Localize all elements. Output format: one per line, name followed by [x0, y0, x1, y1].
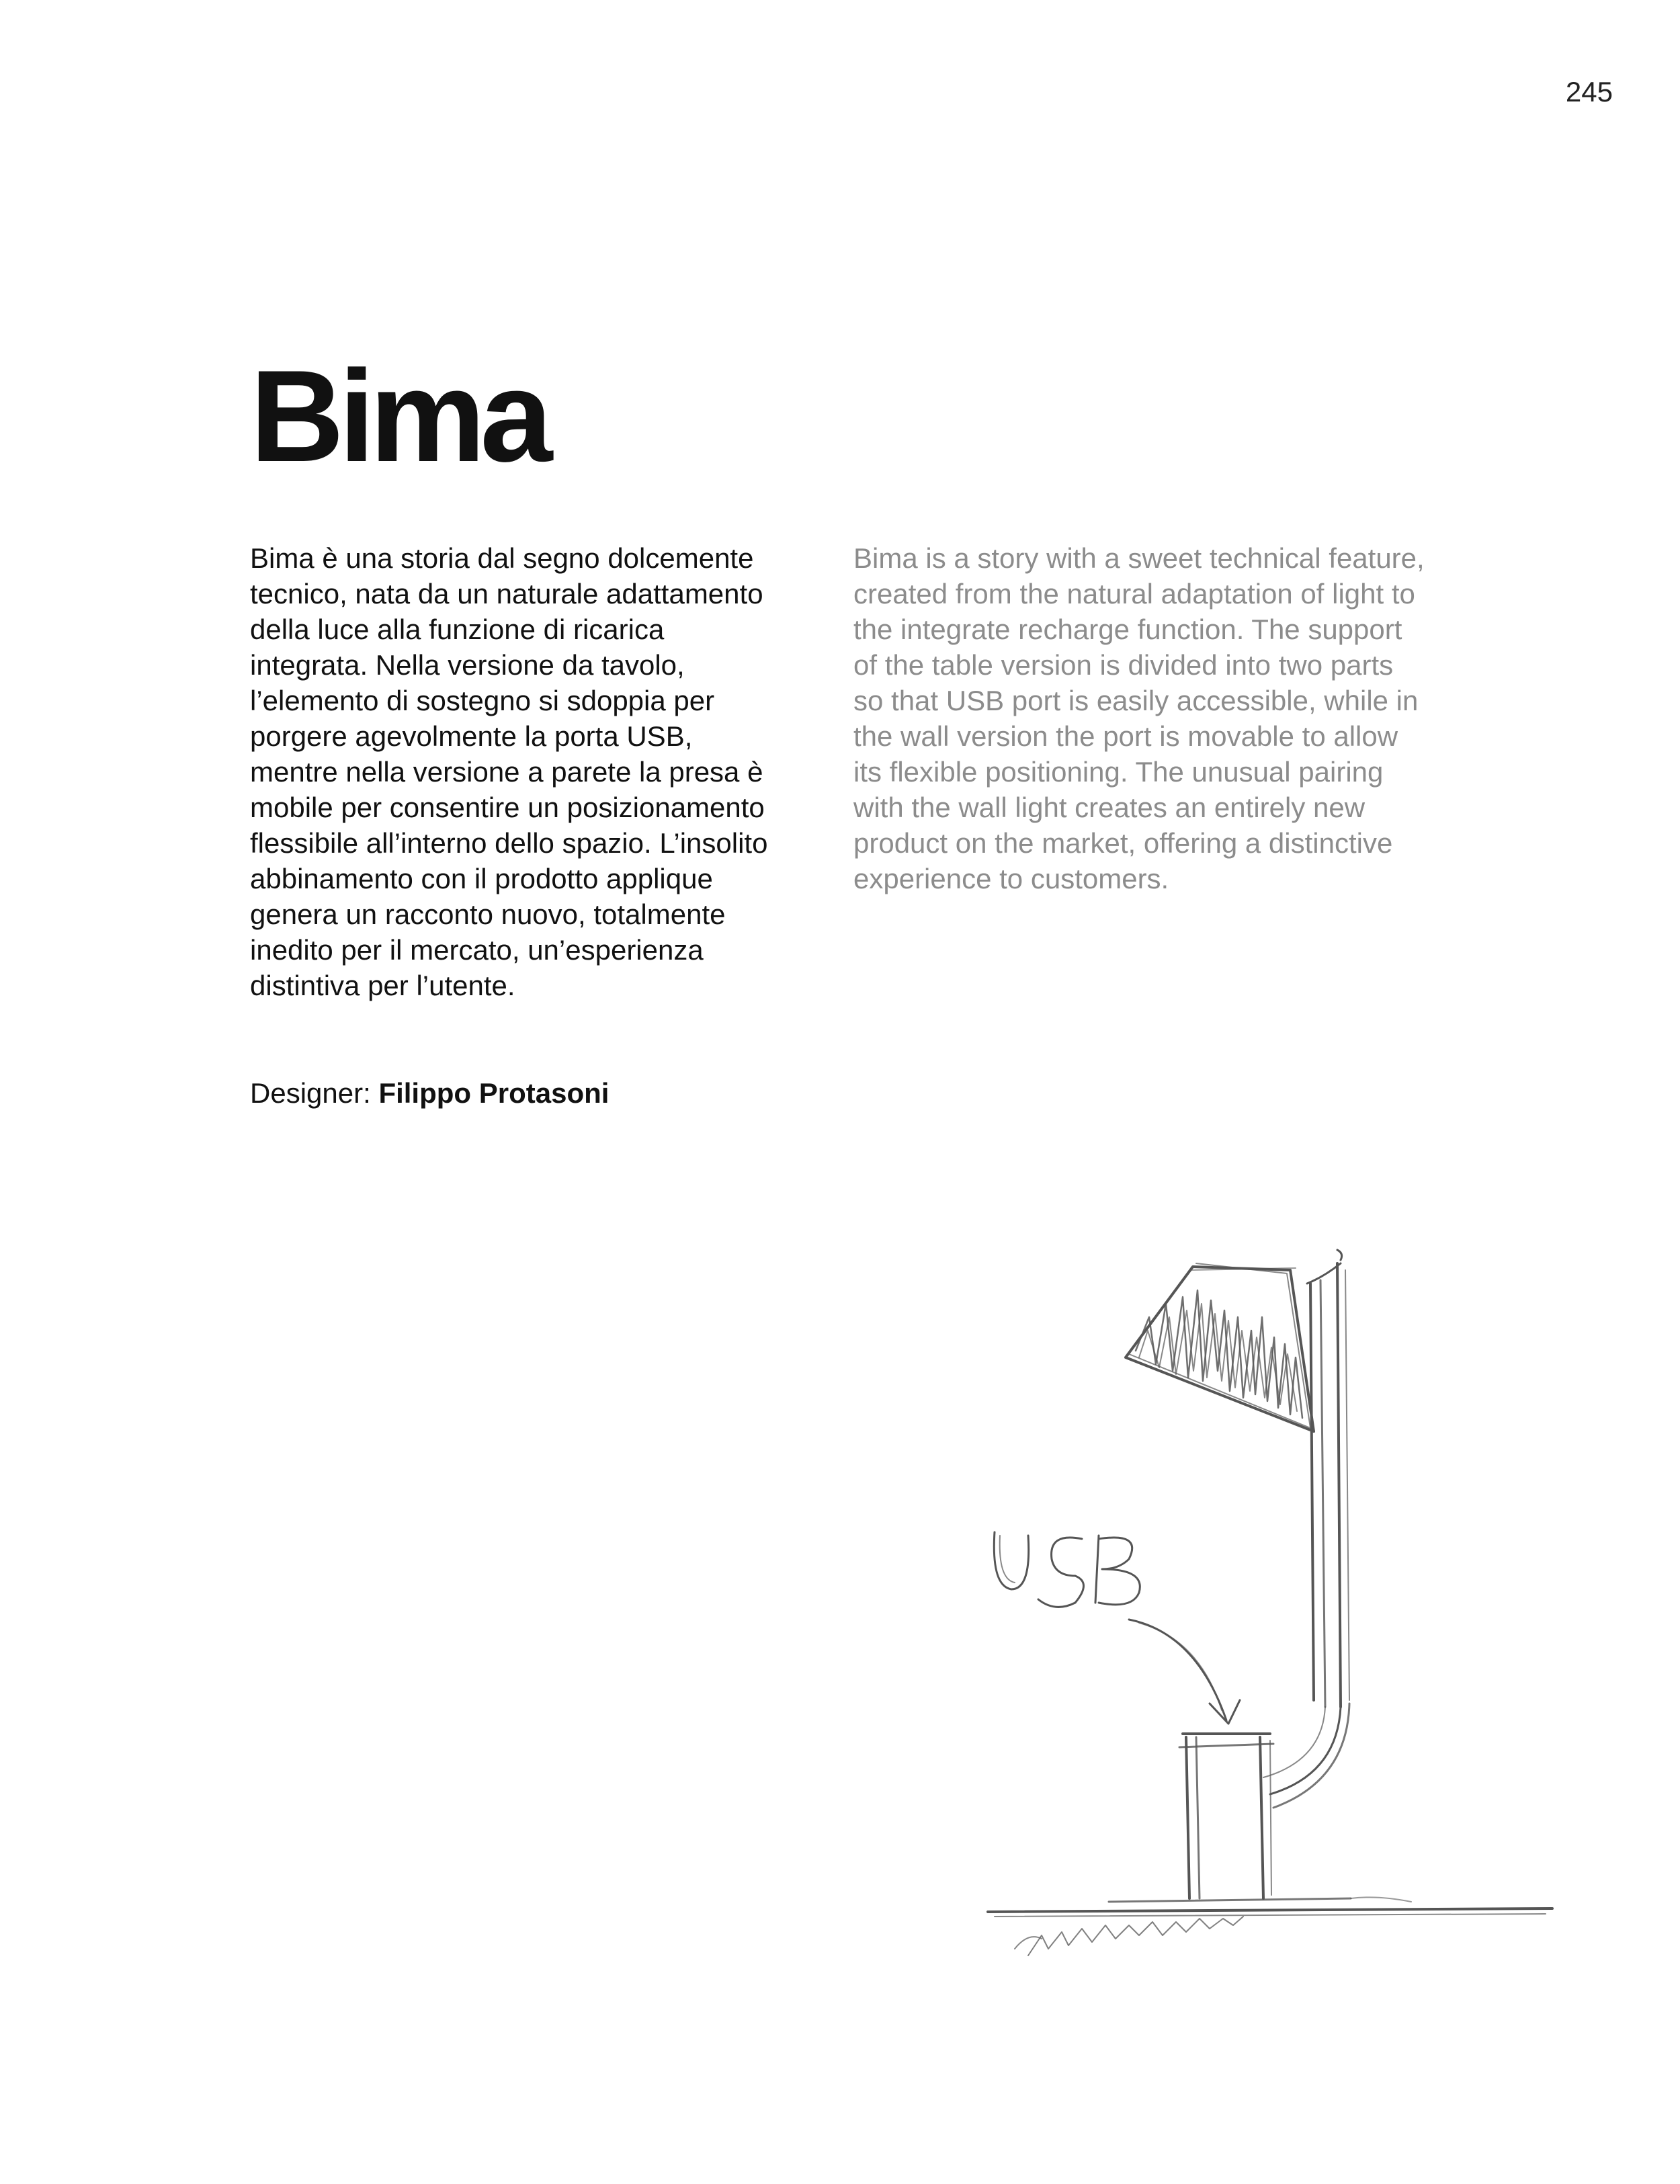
description-italian: Bima è una storia dal segno dolcemente tecnico, nata da un naturale adattamento della luce alla funzione di ricarica integrata. Nella versione da tavolo, l’elemento di sostegno si sdoppia per porgere agevolmente la porta USB, mentre nella versione a parete la presa è mobile per consentire un posizionamento flessibile all’interno dello spazio. L’insolito abbinamento con il prodotto applique genera un racconto nuovo, totalmente inedito per il mercato, un’esperienza distintiva per l’utente. — [250, 542, 768, 1001]
designer-credit — [250, 1075, 609, 1111]
lamp-sketch — [974, 1236, 1579, 1976]
description-english: Bima is a story with a sweet technical feature, created from the natural adaptation of light to the integrate recharge function. The support of the table version is divided into two parts so that USB port is easily accessible, while in the wall version the port is movable to allow its flexible positioning. The unusual pairing with the wall light creates an entirely new product on the market, offering a distinctive experience to customers. — [853, 542, 1425, 894]
lamp-stem-sketch — [1263, 1250, 1349, 1808]
designer-name: Filippo Protasoni — [378, 1077, 610, 1109]
usb-base-sketch — [1179, 1734, 1273, 1898]
usb-annotation-sketch — [994, 1532, 1140, 1607]
designer-label: Designer: — [250, 1077, 371, 1109]
ground-sketch — [988, 1897, 1552, 1956]
arrow-sketch — [1129, 1620, 1240, 1724]
lamp-shade-sketch — [1126, 1263, 1314, 1431]
product-title: Bima — [250, 343, 548, 489]
page-number: 245 — [1565, 76, 1613, 108]
